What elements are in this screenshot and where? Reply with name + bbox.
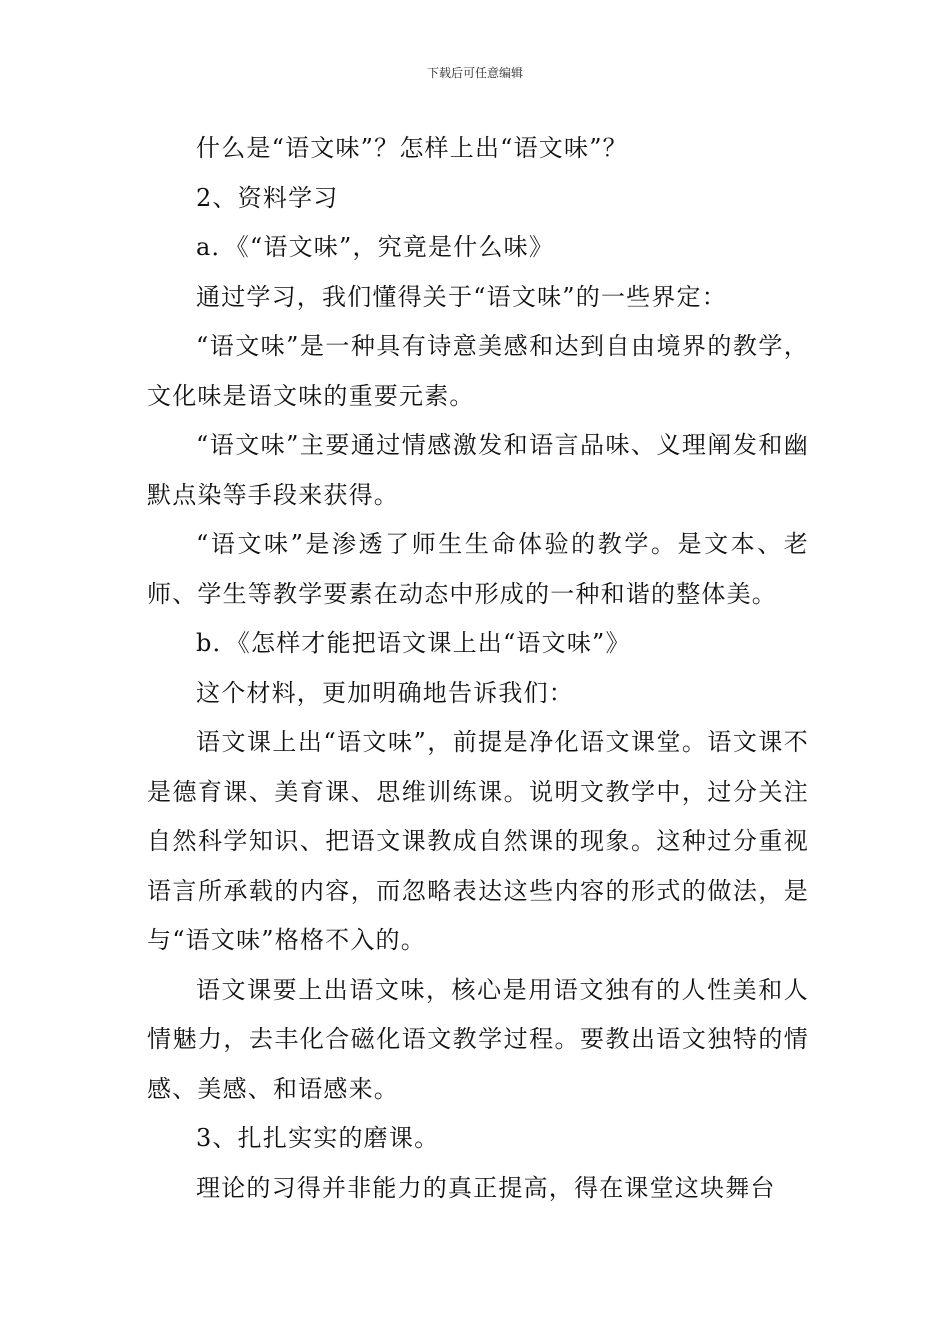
material-b-title: b．《怎样才能把语文课上出“语文味”》 (196, 629, 631, 657)
paragraph-question: 什么是“语文味”？怎样上出“语文味”？ (196, 134, 628, 162)
page-header: 下载后可任意编辑 (426, 66, 523, 80)
paragraph-definitions-intro: 通过学习，我们懂得关于“语文味”的一些界定： (196, 282, 727, 311)
paragraph-material-b-intro: 这个材料，更加明确地告诉我们： (196, 678, 574, 707)
paragraph-premise: 语文课上出“语文味”，前提是净化语文课堂。语文课不是德育课、美育课、思维训练课。说明文教学中，过分关注自然科学知识、把语文课教成自然课的现象。这种过分重视语言所承载的内容，而忽略表达这些内容的形式的做法，是与“语文味”格格不入的。 (147, 728, 809, 954)
paragraph-definition-2: “语文味”主要通过情感激发和语言品味、义理阐发和幽默点染等手段来获得。 (147, 431, 809, 509)
section-heading-material-study: 2、资料学习 (196, 183, 339, 212)
paragraph-theory: 理论的习得并非能力的真正提高，得在课堂这块舞台 (196, 1173, 776, 1202)
paragraph-core: 语文课要上出语文味，核心是用语文独有的人性美和人情魅力，去丰化合磁化语文教学过程。要教出语文独特的情感、美感、和语感来。 (147, 975, 809, 1103)
section-heading-lesson-polishing: 3、扎扎实实的磨课。 (196, 1124, 440, 1152)
document-body (147, 124, 809, 1213)
material-a-title: a．《“语文味”，究竟是什么味》 (196, 233, 555, 261)
paragraph-definition-1: “语文味”是一种具有诗意美感和达到自由境界的教学，文化味是语文味的重要元素。 (147, 332, 809, 410)
paragraph-definition-3: “语文味”是渗透了师生生命体验的教学。是文本、老师、学生等教学要素在动态中形成的一种和谐的整体美。 (147, 530, 809, 608)
